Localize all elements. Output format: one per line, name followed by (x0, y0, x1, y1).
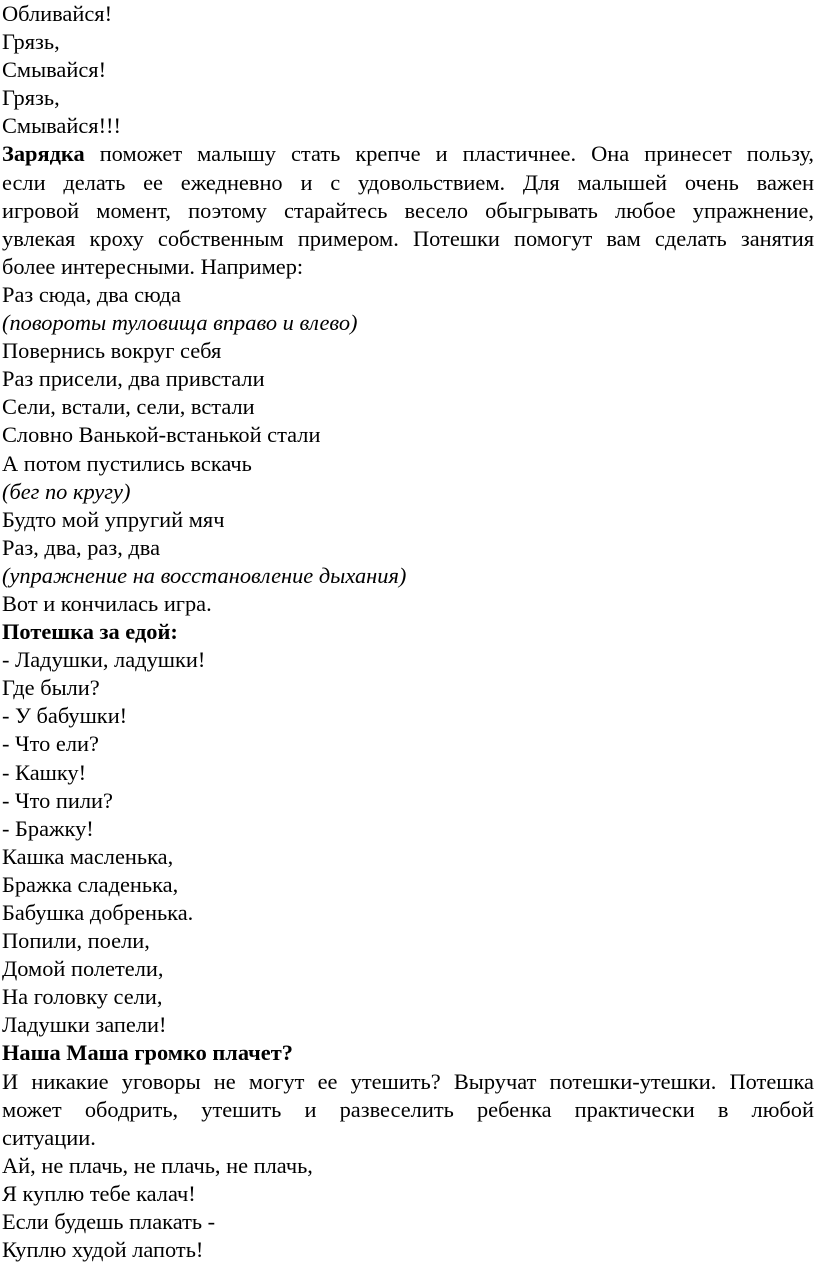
rhyme-line: Вот и кончилась игра. (2, 590, 212, 616)
rhyme-line: Грязь, (2, 85, 60, 111)
meal-rhyme (2, 646, 814, 1039)
paragraph-line: более интересными. Например: (2, 253, 304, 279)
paragraph-line: увлекая кроху собственным примером. Потешки помогут вам сделать занятия (2, 225, 814, 251)
rhyme-instruction: (бег по кругу) (2, 478, 131, 504)
rhyme-line: Где были? (2, 675, 100, 701)
rhyme-line: Будто мой упругий мяч (2, 506, 225, 532)
rhyme-line: - Кашку! (2, 759, 87, 785)
rhyme-line: Раз присели, два привстали (2, 366, 265, 392)
crying-rhyme (2, 1152, 814, 1264)
paragraph-line: если делать ее ежедневно и с удовольствием. Для малышей очень важен (2, 169, 814, 195)
paragraph-line: игровой момент, поэтому старайтесь весело обыгрывать любое упражнение, (2, 197, 814, 223)
rhyme-line: Домой полетели, (2, 956, 164, 982)
exercise-rhyme (2, 281, 814, 618)
rhyme-line: Раз сюда, два сюда (2, 281, 181, 307)
crying-paragraph (2, 1068, 814, 1152)
paragraph-line (2, 140, 814, 168)
paragraph-line: может ободрить, утешить и развеселить ребенка практически в любой (2, 1096, 814, 1122)
rhyme-line: Повернись вокруг себя (2, 338, 222, 364)
document-page (2, 0, 814, 1264)
rhyme-line: Смывайся!!! (2, 113, 121, 139)
rhyme-line: Бабушка добренька. (2, 900, 194, 925)
rhyme-line: Смывайся! (2, 57, 107, 83)
rhyme-line: Попили, поели, (2, 928, 150, 954)
rhyme-line: - Бражку! (2, 815, 94, 841)
opening-rhyme (2, 0, 814, 140)
rhyme-line: А потом пустились вскачь (2, 450, 252, 476)
rhyme-line: Я куплю тебе калач! (2, 1180, 196, 1206)
rhyme-line: Ладушки запели! (2, 1012, 167, 1038)
rhyme-line: Словно Ванькой-встанькой стали (2, 422, 321, 448)
rhyme-line: Ай, не плачь, не плачь, не плачь, (2, 1152, 313, 1178)
rhyme-line: Куплю худой лапоть! (2, 1237, 204, 1263)
rhyme-line: - Ладушки, ладушки! (2, 647, 206, 673)
rhyme-line: Кашка масленька, (2, 843, 174, 869)
rhyme-instruction: (повороты туловища вправо и влево) (2, 310, 358, 336)
rhyme-line: Грязь, (2, 29, 60, 55)
rhyme-line: Раз, два, раз, два (2, 534, 161, 560)
exercise-paragraph (2, 140, 814, 280)
rhyme-instruction: (упражнение на восстановление дыхания) (2, 562, 407, 588)
rhyme-line: - У бабушки! (2, 703, 128, 729)
paragraph-line-text: поможет малышу стать крепче и пластичнее. Она принесет пользу, (84, 141, 814, 167)
meal-heading: Потешка за едой: (2, 619, 178, 645)
crying-heading: Наша Маша громко плачет? (2, 1040, 293, 1066)
rhyme-line: Если будешь плакать - (2, 1209, 216, 1235)
rhyme-line: На головку сели, (2, 984, 163, 1010)
rhyme-line: Сели, встали, сели, встали (2, 394, 255, 420)
rhyme-line: Обливайся! (2, 1, 113, 26)
rhyme-line: - Что пили? (2, 787, 113, 813)
exercise-bold-lead: Зарядка (2, 141, 85, 167)
rhyme-line: - Что ели? (2, 731, 99, 757)
rhyme-line: Бражка сладенька, (2, 871, 179, 897)
paragraph-line: И никакие уговоры не могут ее утешить? Выручат потешки-утешки. Потешка (2, 1068, 814, 1094)
paragraph-line: ситуации. (2, 1124, 96, 1150)
